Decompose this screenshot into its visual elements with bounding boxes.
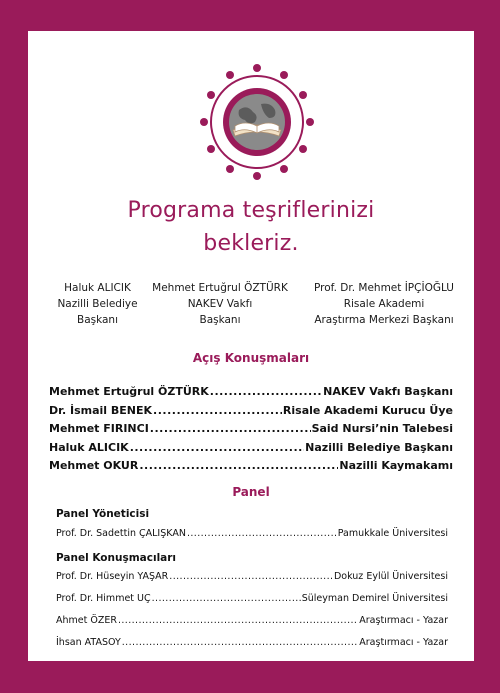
- speaker-role: Nazilli Belediye Başkanı: [305, 440, 453, 454]
- speaker-name: Haluk ALICIK: [49, 440, 129, 454]
- host-title: Başkanı: [199, 314, 241, 326]
- panelist-name: İhsan ATASOY: [56, 637, 121, 648]
- speaker-role: Risale Akademi Kurucu Üye: [282, 403, 453, 417]
- dot-leader: [187, 528, 337, 539]
- list-item: [49, 459, 453, 478]
- list-item: [56, 593, 448, 615]
- dot-leader: [210, 385, 322, 398]
- panel-title: Panel: [232, 485, 270, 499]
- host-name: Prof. Dr. Mehmet İPÇİOĞLU: [314, 282, 454, 294]
- panelist-role: Araştırmacı - Yazar: [359, 615, 448, 626]
- opening-speeches-title: Açış Konuşmaları: [192, 351, 310, 365]
- dot-leader: [153, 404, 282, 417]
- speaker-name: Mehmet FIRINCI: [49, 422, 149, 436]
- host-title: Risale Akademi: [343, 298, 425, 310]
- host-name: Haluk ALICIK: [64, 282, 131, 294]
- host-title: NAKEV Vakfı: [187, 298, 253, 310]
- opening-speakers-list: [49, 385, 453, 478]
- dot-leader: [118, 615, 358, 626]
- dot-leader: [150, 422, 311, 435]
- dot-leader: [169, 571, 333, 582]
- invitation-card: [28, 31, 474, 661]
- host-name: Mehmet Ertuğrul ÖZTÜRK: [152, 282, 288, 294]
- panel-moderator-list: [56, 528, 448, 550]
- panel-speakers-title: Panel Konuşmacıları: [56, 552, 177, 564]
- headline-line-2: bekleriz.: [203, 231, 299, 256]
- speaker-name: Mehmet OKUR: [49, 459, 139, 473]
- panel-moderator-title: Panel Yöneticisi: [56, 508, 150, 520]
- moderator-name: Prof. Dr. Sadettin ÇALIŞKAN: [56, 528, 186, 539]
- list-item: [49, 404, 453, 423]
- dot-leader: [152, 593, 301, 604]
- host-title: Nazilli Belediye: [57, 298, 138, 310]
- speaker-name: Mehmet Ertuğrul ÖZTÜRK: [49, 385, 209, 398]
- dot-leader: [122, 637, 359, 648]
- hosts-block: [28, 280, 474, 328]
- list-item: [56, 528, 448, 550]
- panelist-name: Prof. Dr. Himmet UÇ: [56, 593, 151, 604]
- dot-leader: [130, 441, 304, 454]
- speaker-name: Dr. İsmail BENEK: [49, 403, 153, 417]
- speaker-role: Said Nursi’nin Talebesi: [311, 422, 453, 436]
- moderator-role: Pamukkale Üniversitesi: [337, 528, 448, 539]
- list-item: [56, 637, 448, 659]
- host-2: [142, 280, 298, 328]
- panelist-role: Süleyman Demirel Üniversitesi: [301, 593, 448, 604]
- dot-leader: [139, 459, 338, 472]
- host-title: Başkanı: [76, 314, 118, 326]
- list-item: [56, 615, 448, 637]
- panel-speakers-list: [56, 571, 448, 659]
- book-globe-emblem: [199, 58, 315, 186]
- speaker-role: NAKEV Vakfı Başkanı: [323, 385, 453, 398]
- host-title: Araştırma Merkezi Başkanı: [314, 314, 454, 326]
- headline-line-1: Programa teşriflerinizi: [127, 198, 375, 223]
- list-item: [49, 441, 453, 460]
- list-item: [56, 571, 448, 593]
- panelist-name: Ahmet ÖZER: [56, 615, 117, 626]
- panelist-role: Dokuz Eylül Üniversitesi: [333, 571, 448, 582]
- panelist-name: Prof. Dr. Hüseyin YAŞAR: [56, 571, 169, 582]
- host-3: [290, 280, 478, 328]
- list-item: [49, 385, 453, 404]
- list-item: [49, 422, 453, 441]
- panelist-role: Araştırmacı - Yazar: [359, 637, 448, 648]
- speaker-role: Nazilli Kaymakamı: [339, 459, 453, 473]
- host-1: [40, 280, 155, 328]
